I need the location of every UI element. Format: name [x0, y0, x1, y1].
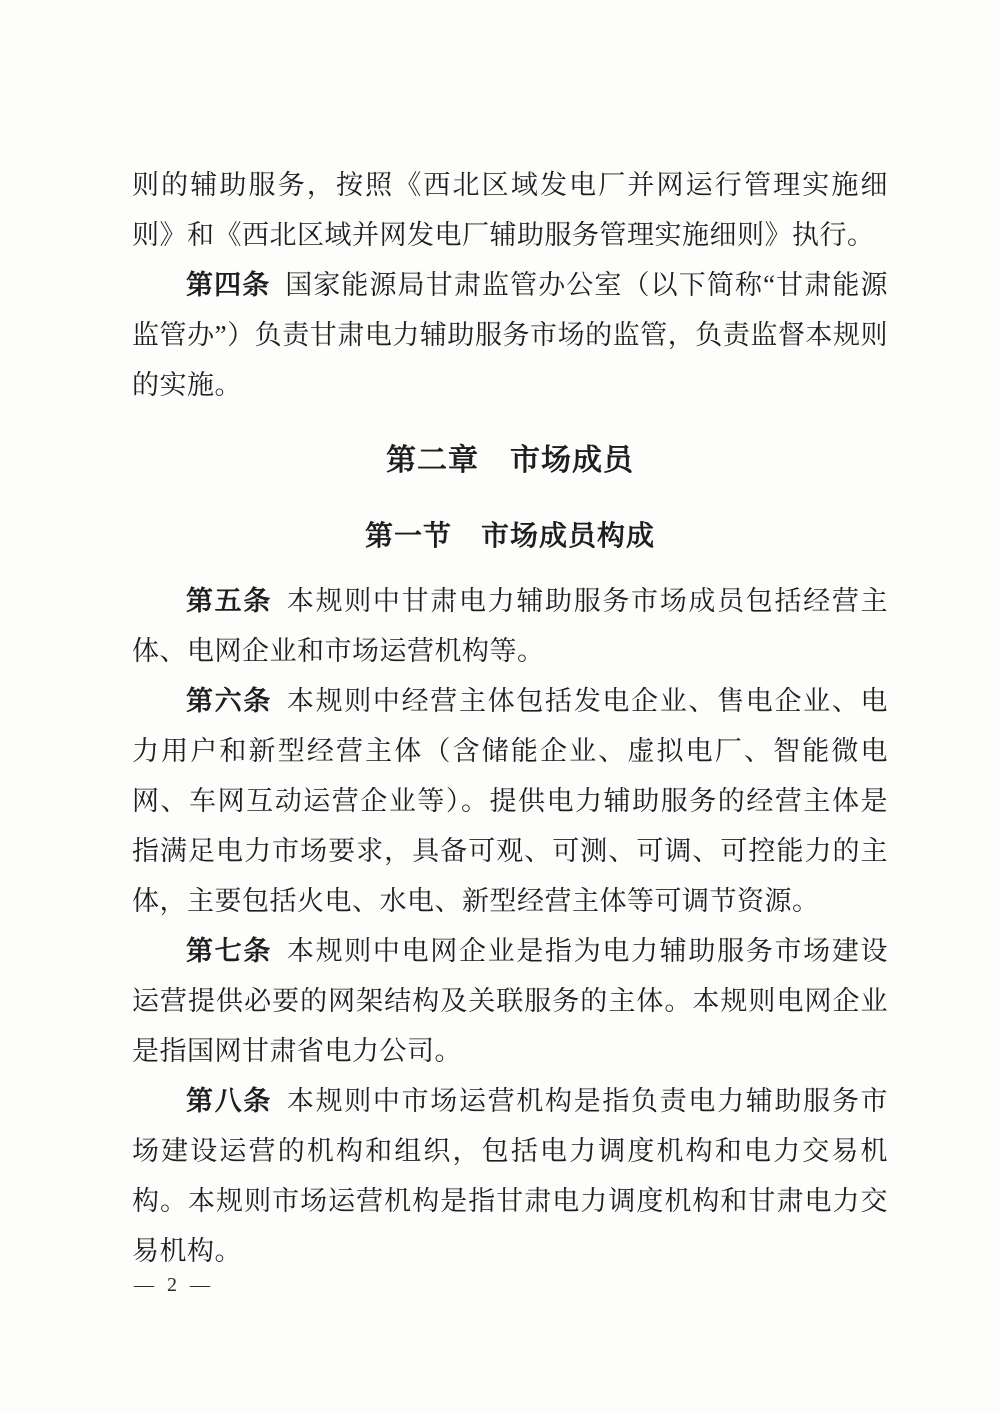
document-body — [132, 160, 888, 1276]
article-paragraph-8 — [132, 1076, 888, 1276]
paragraph-text: 则的辅助服务，按照《西北区域发电厂并网运行管理实施细则》和《西北区域并网发电厂辅助服务管理实施细则》执行。 — [132, 170, 888, 250]
paragraph-text: 本规则中经营主体包括发电企业、售电企业、电力用户和新型经营主体（含储能企业、虚拟电厂、智能微电网、车网互动运营企业等）。提供电力辅助服务的经营主体是指满足电力市场要求，具备可观、可测、可调、可控能力的主体，主要包括火电、水电、新型经营主体等可调节资源。 — [132, 686, 889, 916]
article-paragraph-5 — [132, 576, 888, 676]
paragraph-text: 国家能源局甘肃监管办公室（以下简称“甘肃能源监管办”）负责甘肃电力辅助服务市场的监管，负责监督本规则的实施。 — [132, 270, 889, 400]
article-paragraph-4 — [132, 260, 888, 410]
article-label: 第五条 — [186, 586, 273, 616]
article-label: 第七条 — [186, 936, 273, 966]
paragraph-continuation — [132, 160, 888, 260]
paragraph-text: 本规则中市场运营机构是指负责电力辅助服务市场建设运营的机构和组织，包括电力调度机构和电力交易机构。本规则市场运营机构是指甘肃电力调度机构和甘肃电力交易机构。 — [132, 1086, 889, 1266]
paragraph-text: 本规则中电网企业是指为电力辅助服务市场建设运营提供必要的网架结构及关联服务的主体。本规则电网企业是指国网甘肃省电力公司。 — [132, 936, 889, 1066]
article-paragraph-7 — [132, 926, 888, 1076]
chapter-heading: 第二章 市场成员 — [386, 444, 634, 477]
article-label: 第四条 — [186, 270, 271, 300]
article-label: 第六条 — [186, 686, 273, 716]
article-label: 第八条 — [186, 1086, 273, 1116]
article-paragraph-6 — [132, 676, 888, 926]
paragraph-text: 本规则中甘肃电力辅助服务市场成员包括经营主体、电网企业和市场运营机构等。 — [132, 586, 889, 666]
page-number: — 2 — — [134, 1274, 214, 1296]
section-heading: 第一节 市场成员构成 — [364, 521, 655, 552]
